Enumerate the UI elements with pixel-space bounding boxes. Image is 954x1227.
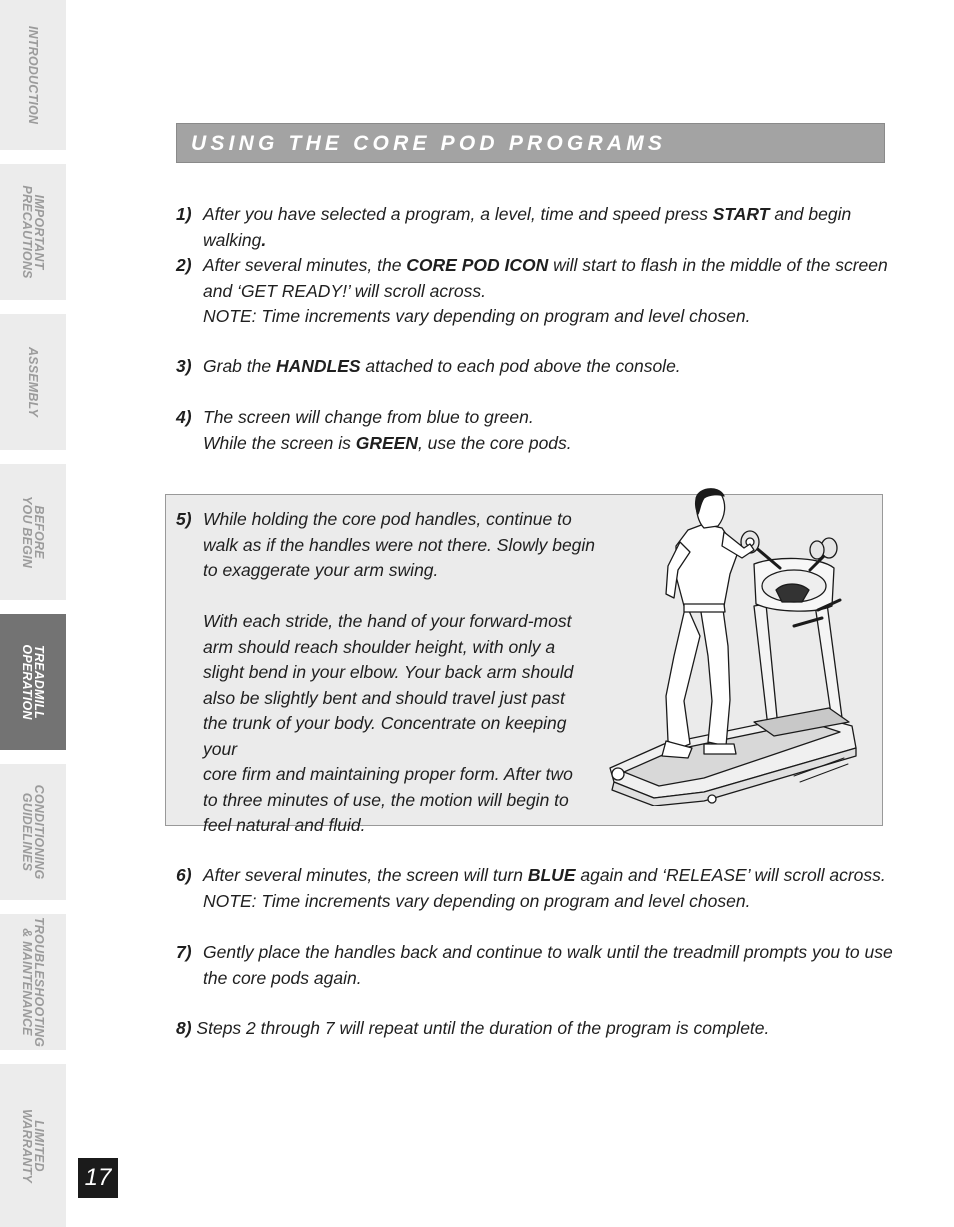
step-number: 5) <box>176 509 192 529</box>
tab-label: TREADMILL OPERATION <box>20 644 46 720</box>
section-title: USING THE CORE POD PROGRAMS <box>191 132 667 155</box>
step-text: , use the core pods. <box>417 432 572 453</box>
step-8 <box>176 1016 896 1042</box>
step-number: 6) <box>176 865 192 885</box>
step-text: After several minutes, the screen will turn <box>203 865 528 885</box>
tab-label: CONDITIONING GUIDELINES <box>20 784 46 880</box>
step-text: arm should reach shoulder height, with only a <box>203 636 556 657</box>
step-text: Grab the <box>203 356 276 376</box>
keyword-handles: HANDLES <box>275 356 361 376</box>
step-5 <box>176 507 596 839</box>
step-text: After you have selected a program, a level, time and speed press <box>203 204 713 224</box>
tab-troubleshooting-maintenance[interactable] <box>0 914 66 1064</box>
tab-label: LIMITED WARRANTY <box>20 1108 46 1183</box>
step-2 <box>176 253 896 330</box>
step-text: attached to each pod above the console. <box>360 356 681 376</box>
step-text: and ‘GET READY!’ will scroll across. <box>203 280 486 301</box>
page-number: 17 <box>78 1158 118 1198</box>
step-number: 7) <box>176 942 192 962</box>
step-6 <box>176 863 896 914</box>
step-3 <box>176 354 896 380</box>
step-text: will start to flash in the middle of the screen <box>548 255 888 275</box>
step-note: NOTE: Time increments vary depending on program and level chosen. <box>203 306 751 326</box>
step-text: . <box>261 229 267 250</box>
step-text: core firm and maintaining proper form. After two <box>203 764 573 784</box>
step-number: 1) <box>176 204 192 224</box>
step-number: 3) <box>176 356 192 376</box>
step-text: to exaggerate your arm swing. <box>203 560 439 580</box>
step-text: the trunk of your body. Concentrate on keeping your <box>203 713 567 759</box>
step-text: feel natural and fluid. <box>203 815 366 835</box>
keyword-green: GREEN <box>355 432 418 453</box>
step-text: and begin walking <box>203 204 852 250</box>
step-text: After several minutes, the <box>203 255 407 275</box>
step-text: Gently place the handles back and continue to walk until the treadmill prompts you to use <box>203 942 893 962</box>
step-text: walk as if the handles were not there. Slowly begin <box>203 534 596 555</box>
section-sidebar <box>0 0 66 1227</box>
treadmill-user-illustration <box>604 486 864 806</box>
step-text: Steps 2 through 7 will repeat until the duration of the program is complete. <box>191 1018 770 1038</box>
step-1 <box>176 202 896 253</box>
keyword-blue: BLUE <box>527 865 576 885</box>
tab-before-you-begin[interactable] <box>0 464 66 614</box>
step-5-para-1 <box>203 507 596 584</box>
tab-introduction[interactable] <box>0 0 66 164</box>
tab-label: IMPORTANT PRECAUTIONS <box>20 185 46 279</box>
step-number: 2) <box>176 255 192 275</box>
step-note: NOTE: Time increments vary depending on program and level chosen. <box>203 890 751 911</box>
step-number: 8) <box>176 1018 192 1038</box>
step-text: to three minutes of use, the motion will begin to <box>203 789 569 810</box>
section-header <box>176 123 885 163</box>
tab-limited-warranty[interactable] <box>0 1064 66 1227</box>
step-text: the core pods again. <box>203 967 362 988</box>
tab-label: TROUBLESHOOTING & MAINTENANCE <box>20 916 46 1048</box>
tab-label: ASSEMBLY <box>26 346 40 418</box>
tab-treadmill-operation[interactable] <box>0 614 66 764</box>
tab-label: INTRODUCTION <box>26 25 40 125</box>
step-text: The screen will change from blue to green. <box>203 407 534 427</box>
keyword-core-pod-icon: CORE POD ICON <box>406 255 549 275</box>
tab-assembly[interactable] <box>0 314 66 464</box>
step-text: While the screen is <box>203 432 356 453</box>
step-text: With each stride, the hand of your forward-most <box>203 611 572 631</box>
step-text: While holding the core pod handles, continue to <box>203 509 572 529</box>
tab-conditioning-guidelines[interactable] <box>0 764 66 914</box>
tab-label: BEFORE YOU BEGIN <box>20 496 46 568</box>
keyword-start: START <box>712 204 770 224</box>
step-7 <box>176 940 896 991</box>
step-text: slight bend in your elbow. Your back arm should <box>203 662 574 682</box>
step-text: also be slightly bent and should travel just past <box>203 687 565 708</box>
tab-important-precautions[interactable] <box>0 164 66 314</box>
step-5-para-2 <box>203 609 596 839</box>
step-text: again and ‘RELEASE’ will scroll across. <box>575 865 886 885</box>
step-4 <box>176 405 896 456</box>
step-number: 4) <box>176 407 192 427</box>
